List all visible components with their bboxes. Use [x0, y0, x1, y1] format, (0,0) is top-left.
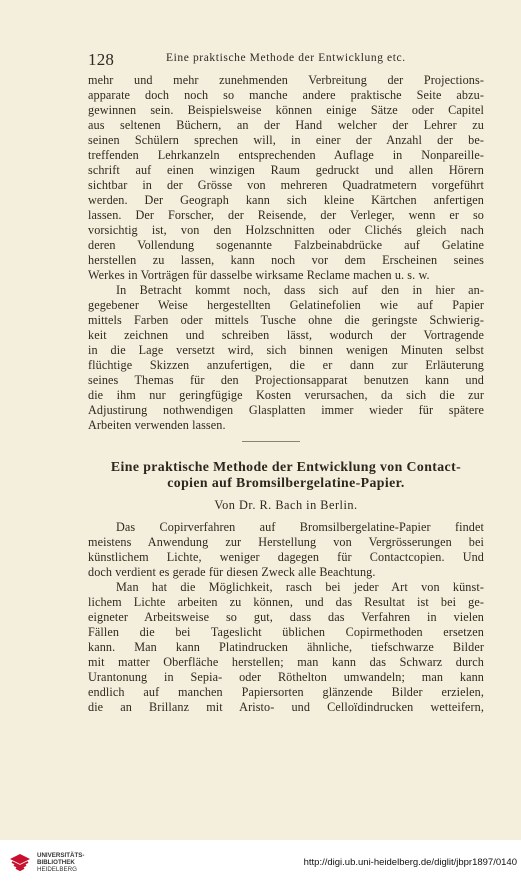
article-title-line-1: Eine praktische Methode der Entwicklung von Contact- — [110, 459, 462, 474]
text-line: in die Lage versetzt wird, sich binnen wenigen Minuten selbst — [88, 343, 484, 357]
article-paragraph-1 — [88, 520, 484, 580]
body-text-part-1 — [88, 73, 484, 433]
paragraph-2 — [88, 283, 484, 433]
text-line: Fällen die bei Tageslicht üblichen Copirmethoden ersetzen — [88, 625, 484, 639]
text-line: deren Vollendung sogenannte Falzbeinabdrücke auf Gelatine — [88, 238, 484, 252]
text-line: Man hat die Möglichkeit, rasch bei jeder Art von künst- — [116, 580, 484, 594]
text-line: kann. Man kann Platindrucken ähnliche, tiefschwarze Bilder — [88, 640, 484, 654]
page-number: 128 — [88, 50, 115, 69]
text-line: gewinnen sein. Beispielsweise können einige Sätze oder Capitel — [88, 103, 484, 117]
source-url[interactable]: http://digi.ub.uni-heidelberg.de/diglit/jbpr1897/0140 — [303, 857, 517, 868]
text-line: keit zeichnen und schreiben lässt, wodurch der Vortragende — [88, 328, 484, 342]
university-library-logo-icon-graphic — [7, 851, 33, 877]
text-line: In Betracht kommt noch, dass sich auf den in hier an- — [116, 283, 484, 297]
university-library-logo-icon — [7, 851, 33, 877]
text-line: Das Copirverfahren auf Bromsilbergelatine-Papier findet — [116, 520, 484, 534]
text-line: herstellen zu lassen, kann noch vor dem Erscheinen seines — [88, 253, 484, 267]
text-line: die ihm nur geringfügige Kosten verursachen, da sich die zur — [88, 388, 484, 402]
text-line: meistens Anwendung zur Herstellung von Vergrösserungen bei — [88, 535, 484, 549]
library-line-3: HEIDELBERG — [37, 866, 77, 874]
text-line: seinen Schülern sprechen will, in einer der Anzahl der be- — [88, 133, 484, 147]
text-line: Adjustirung nothwendigen Glasplatten immer wieder für spätere — [88, 403, 484, 417]
page-header — [88, 50, 488, 70]
text-line: gegebener Weise hergestellten Gelatinefolien wie auf Papier — [88, 298, 484, 312]
text-line: endlich auf manchen Papiersorten glänzende Bilder erzielen, — [88, 685, 484, 699]
text-line: die an Brillanz mit Aristo- und Celloïdindrucken wetteifern, — [88, 700, 484, 714]
article-paragraph-2 — [88, 580, 484, 715]
text-line: Urantonung in Sepia- oder Röthelton umwandeln; man kann — [88, 670, 484, 684]
running-head: Eine praktische Methode der Entwicklung etc. — [166, 52, 406, 64]
text-line: lichem Lichte arbeiten zu können, und das Resultat ist bei ge- — [88, 595, 484, 609]
text-line: flüchtige Skizzen anzufertigen, die er dann zur Erläuterung — [88, 358, 484, 372]
text-line: mehr und mehr zunehmenden Verbreitung der Projections- — [88, 73, 484, 87]
text-line: treffenden Lehrkanzeln entsprechenden Auflage in Nonpareille- — [88, 148, 484, 162]
article-author: Von Dr. R. Bach in Berlin. — [214, 498, 358, 512]
text-line: schrift auf einen winzigen Raum gedruckt und allen Hörern — [88, 163, 484, 177]
text-line: mit matter Oberfläche herstellen; man kann das Schwarz durch — [88, 655, 484, 669]
text-line: künstlichem Lichte, weniger dagegen für Contactcopien. Und — [88, 550, 484, 564]
text-line: eigneter Arbeitsweise so gut, dass das Verfahren in vielen — [88, 610, 484, 624]
text-line: mittels Farben oder mittels Tusche ohne die geringste Schwierig- — [88, 313, 484, 327]
article-body — [88, 520, 484, 715]
text-line: apparate doch noch so manche andere praktische Seite abzu- — [88, 88, 484, 102]
library-line-2: BIBLIOTHEK — [37, 859, 75, 867]
text-line: Werkes in Vorträgen für dasselbe wirksame Reclame machen u. s. w. — [88, 268, 430, 282]
text-line: vorsichtig ist, von den Holzschnitten oder Clichés gleich nach — [88, 223, 484, 237]
text-line: seines Themas für den Projectionsapparat benutzen kann und — [88, 373, 484, 387]
text-line: lassen. Der Forscher, der Reisende, der Verleger, wenn er so — [88, 208, 484, 222]
text-line: Arbeiten verwenden lassen. — [88, 418, 226, 432]
library-line-1: UNIVERSITÄTS- — [37, 852, 85, 859]
text-line: sichtbar in der Grösse von mehreren Quadratmetern vorgeführt — [88, 178, 484, 192]
text-line: aus seltenen Büchern, an der Hand welcher der Lehrer zu — [88, 118, 484, 132]
library-name — [37, 852, 84, 874]
paragraph-1 — [88, 73, 484, 283]
text-line: doch verdient es gerade für diesen Zweck alle Beachtung. — [88, 565, 376, 579]
article-title — [88, 459, 484, 491]
text-line: werden. Der Geograph kann sich kleine Kärtchen anfertigen — [88, 193, 484, 207]
article-title-line-2: copien auf Bromsilbergelatine-Papier. — [167, 474, 405, 490]
section-divider — [242, 441, 300, 442]
